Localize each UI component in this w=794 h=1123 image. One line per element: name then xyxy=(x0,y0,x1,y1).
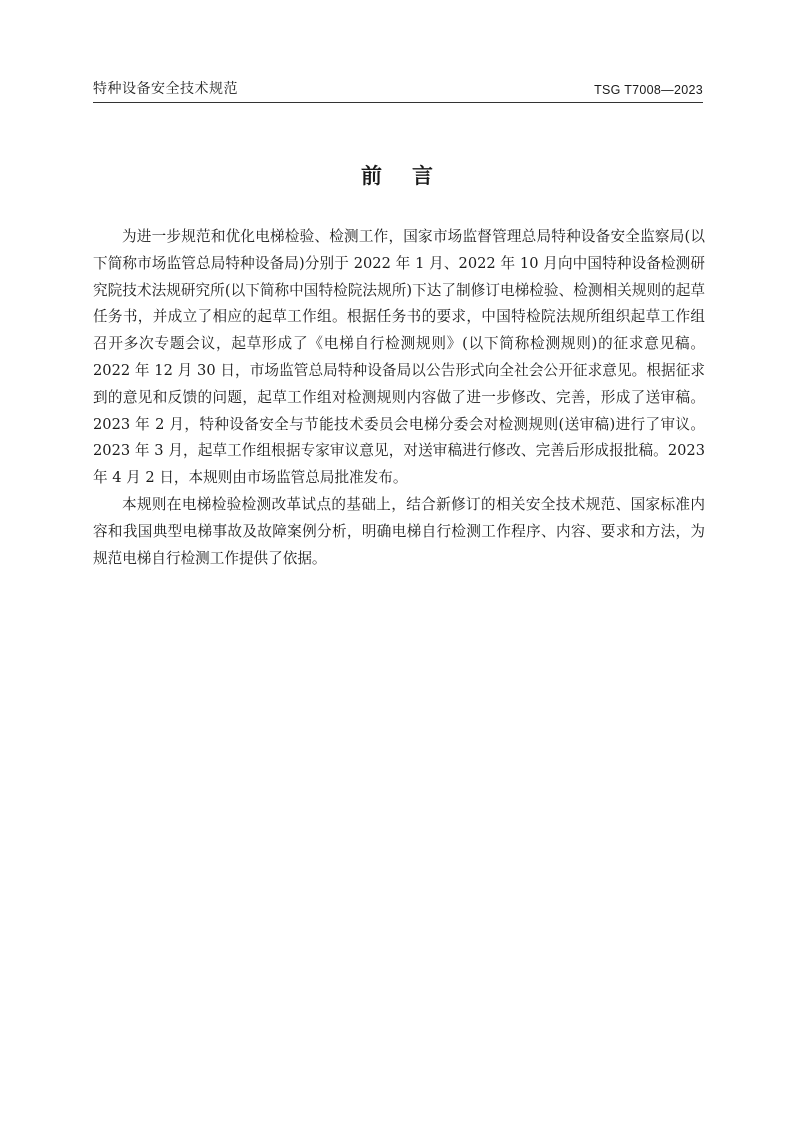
page-header xyxy=(93,80,703,102)
preface-body xyxy=(93,224,705,572)
preface-paragraph-2: 本规则在电梯检验检测改革试点的基础上，结合新修订的相关安全技术规范、国家标准内容和我国典型电梯事故及故障案例分析，明确电梯自行检测工作程序、内容、要求和方法，为规范电梯自行检测工作提供了依据。 xyxy=(93,495,705,567)
preface-paragraph-1: 为进一步规范和优化电梯检验、检测工作，国家市场监督管理总局特种设备安全监察局(以下简称市场监管总局特种设备局)分别于 2022 年 1 月、2022 年 10 月向中国特种设备检测研究院技术法规研究所(以下简称中国特检院法规所)下达了制修订电梯检验、检测相关规则的起草任务书，并成立了相应的起草工作组。根据任务书的要求，中国特检院法规所组织起草工作组召开多次专题会议，起草形成了《电梯自行检测规则》(以下简称检测规则)的征求意见稿。2022 年 12 月 30 日，市场监管总局特种设备局以公告形式向全社会公开征求意见。根据征求到的意见和反馈的问题，起草工作组对检测规则内容做了进一步修改、完善，形成了送审稿。2023 年 2 月，特种设备安全与节能技术委员会电梯分委会对检测规则(送审稿)进行了审议。2023 年 3 月，起草工作组根据专家审议意见，对送审稿进行修改、完善后形成报批稿。2023 年 4 月 2 日，本规则由市场监管总局批准发布。 xyxy=(93,228,705,487)
page-title: 前言 xyxy=(361,164,463,188)
header-standard-number: TSG T7008—2023 xyxy=(594,83,703,97)
header-series-title: 特种设备安全技术规范 xyxy=(93,81,238,97)
header-divider xyxy=(93,102,703,103)
